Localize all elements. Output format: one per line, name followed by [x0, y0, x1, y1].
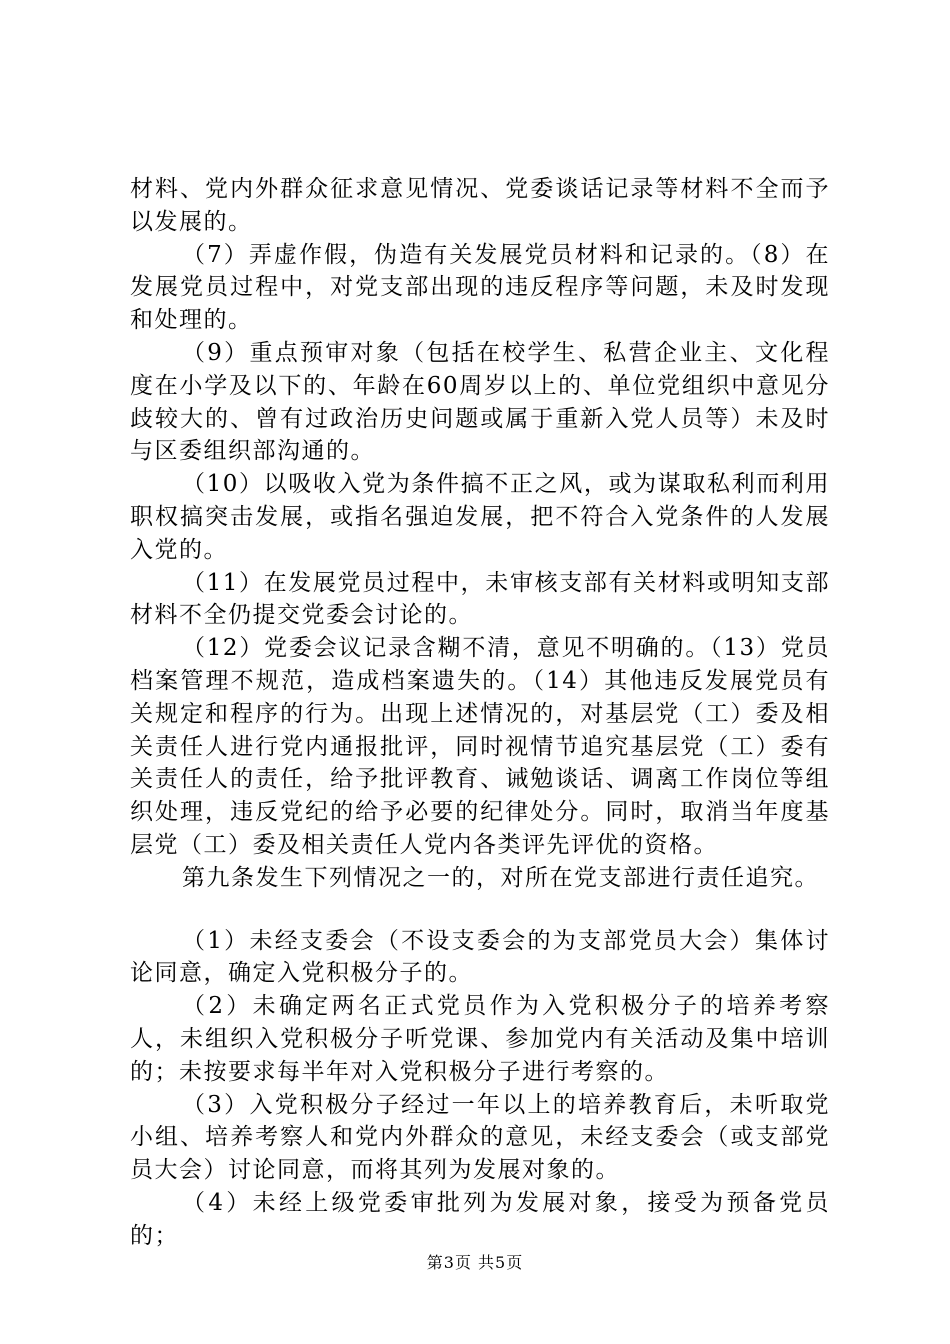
document-body: [130, 173, 830, 1253]
paragraph-branch-item-3: （3）入党积极分子经过一年以上的培养教育后，未听取党小组、培养考察人和党内外群众的意见，未经支委会（或支部党员大会）讨论同意，而将其列为发展对象的。: [130, 1091, 830, 1184]
paragraph-item-7-8: （7）弄虚作假，伪造有关发展党员材料和记录的。（8）在发展党员过程中，对党支部出现的违反程序等问题，未及时发现和处理的。: [130, 241, 830, 334]
article-nine-heading: 第九条发生下列情况之一的，对所在党支部进行责任追究。: [182, 864, 819, 891]
paragraph-branch-item-2: （2）未确定两名正式党员作为入党积极分子的培养考察人，未组织入党积极分子听党课、参加党内有关活动及集中培训的；未按要求每半年对入党积极分子进行考察的。: [130, 993, 830, 1085]
paragraph-continuation: 材料、党内外群众征求意见情况、党委谈话记录等材料不全而予以发展的。: [130, 176, 830, 235]
paragraph-item-10: （10）以吸收入党为条件搞不正之风，或为谋取私利而利用职权搞突击发展，或指名强迫发展，把不符合入党条件的人发展入党的。: [130, 471, 830, 563]
paragraph-item-11: （11）在发展党员过程中，未审核支部有关材料或明知支部材料不全仍提交党委会讨论的。: [130, 569, 830, 629]
paragraph-item-12-14: （12）党委会议记录含糊不清，意见不明确的。（13）党员档案管理不规范，造成档案遗失的。（14）其他违反发展党员有关规定和程序的行为。出现上述情况的，对基层党（工）委及相关责任人进行党内通报批评，同时视情节追究基层党（工）委有关责任人的责任，给予批评教育、诫勉谈话、调离工作岗位等组织处理，违反党纪的给予必要的纪律处分。同时，取消当年度基层党（工）委及相关责任人党内各类评先评优的资格。: [130, 635, 830, 858]
paragraph-item-9: （9）重点预审对象（包括在校学生、私营企业主、文化程度在小学及以下的、年龄在60周岁以上的、单位党组织中意见分歧较大的、曾有过政治历史问题或属于重新入党人员等）未及时与区委组织部沟通的。: [130, 339, 830, 465]
page-number-footer: 第3页 共5页: [426, 1253, 524, 1272]
paragraph-branch-item-1: （1）未经支委会（不设支委会的为支部党员大会）集体讨论同意，确定入党积极分子的。: [130, 927, 830, 987]
paragraph-branch-item-4: （4）未经上级党委审批列为发展对象，接受为预备党员的；: [130, 1189, 830, 1249]
